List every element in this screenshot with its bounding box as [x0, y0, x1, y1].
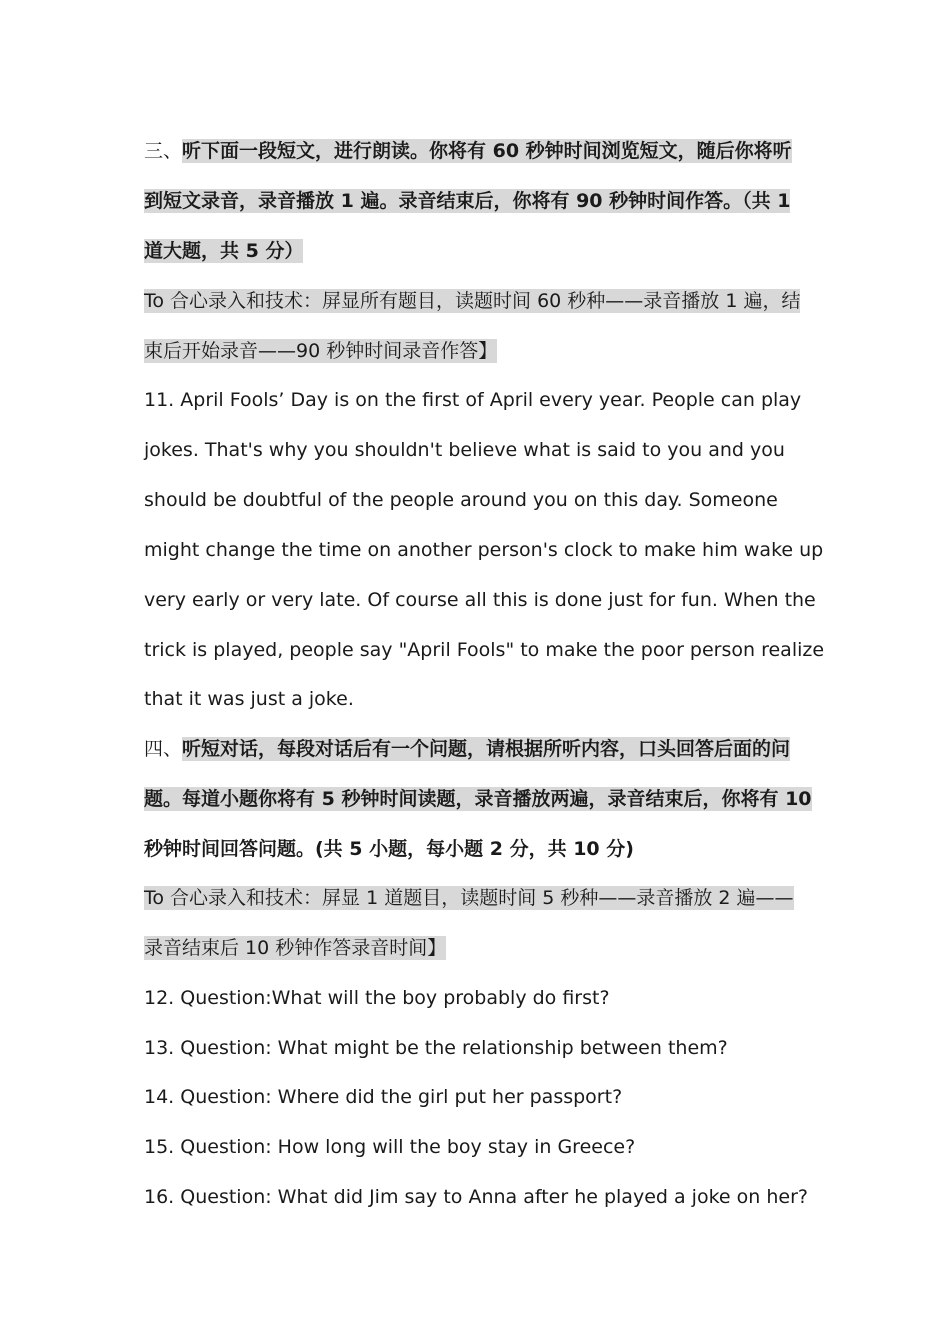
section3-instruction-1: 听下面一段短文，进行朗读。你将有 60 秒钟时间浏览短文，随后你将听 [182, 140, 792, 162]
section4-note-line-1 [144, 885, 794, 911]
section3-note-1: To 合心录入和技术：屏显所有题目，读题时间 60 秒种——录音播放 1 遍，结 [144, 290, 801, 312]
section4-instruction-2: 题。每道小题你将有 5 秒钟时间读题，录音播放两遍，录音结束后，你将有 10 [144, 788, 812, 810]
section4-instruction-1: 听短对话，每段对话后有一个问题，请根据所听内容，口头回答后面的问 [182, 738, 791, 760]
passage-line-1: 11. April Fools’ Day is on the first of April every year. People can play [144, 389, 802, 411]
section3-note-2: 束后开始录音——90 秒钟时间录音作答】 [144, 340, 498, 362]
section3-instruction-3: 道大题，共 5 分） [144, 240, 304, 262]
passage-line-5: very early or very late. Of course all this is done just for fun. When the [144, 589, 816, 611]
section3-heading-line-3 [144, 238, 303, 264]
section3-instruction-2: 到短文录音，录音播放 1 遍。录音结束后，你将有 90 秒钟时间作答。（共 1 [144, 190, 791, 212]
passage-line-3: should be doubtful of the people around you on this day. Someone [144, 489, 778, 511]
section3-note-line-1 [144, 288, 800, 314]
passage-line-4: might change the time on another person's clock to make him wake up [144, 539, 824, 561]
section4-prefix: 四、 [144, 738, 183, 760]
question-13: 13. Question: What might be the relationship between them? [144, 1037, 728, 1059]
section3-heading-line-2 [144, 188, 790, 214]
section4-heading-line-2 [144, 786, 812, 812]
section4-heading-line-1 [144, 736, 790, 762]
section3-note-line-2 [144, 338, 497, 364]
section4-note-1: To 合心录入和技术：屏显 1 道题目，读题时间 5 秒种——录音播放 2 遍—— [144, 887, 794, 909]
question-12: 12. Question:What will the boy probably do first? [144, 987, 610, 1009]
question-14: 14. Question: Where did the girl put her passport? [144, 1086, 623, 1108]
passage-line-6: trick is played, people say "April Fools" to make the poor person realize [144, 639, 825, 661]
section3-prefix: 三、 [144, 140, 183, 162]
section4-note-line-2 [144, 935, 446, 961]
section3-heading-line-1 [144, 138, 792, 164]
question-16: 16. Question: What did Jim say to Anna after he played a joke on her? [144, 1186, 808, 1208]
question-15: 15. Question: How long will the boy stay in Greece? [144, 1136, 636, 1158]
section4-note-2: 录音结束后 10 秒钟作答录音时间】 [144, 937, 447, 959]
section4-heading-line-3 [144, 836, 634, 862]
passage-line-2: jokes. That's why you shouldn't believe what is said to you and you [144, 439, 785, 461]
section4-instruction-3: 秒钟时间回答问题。(共 5 小题，每小题 2 分，共 10 分) [144, 838, 634, 860]
passage-line-7: that it was just a joke. [144, 688, 354, 710]
